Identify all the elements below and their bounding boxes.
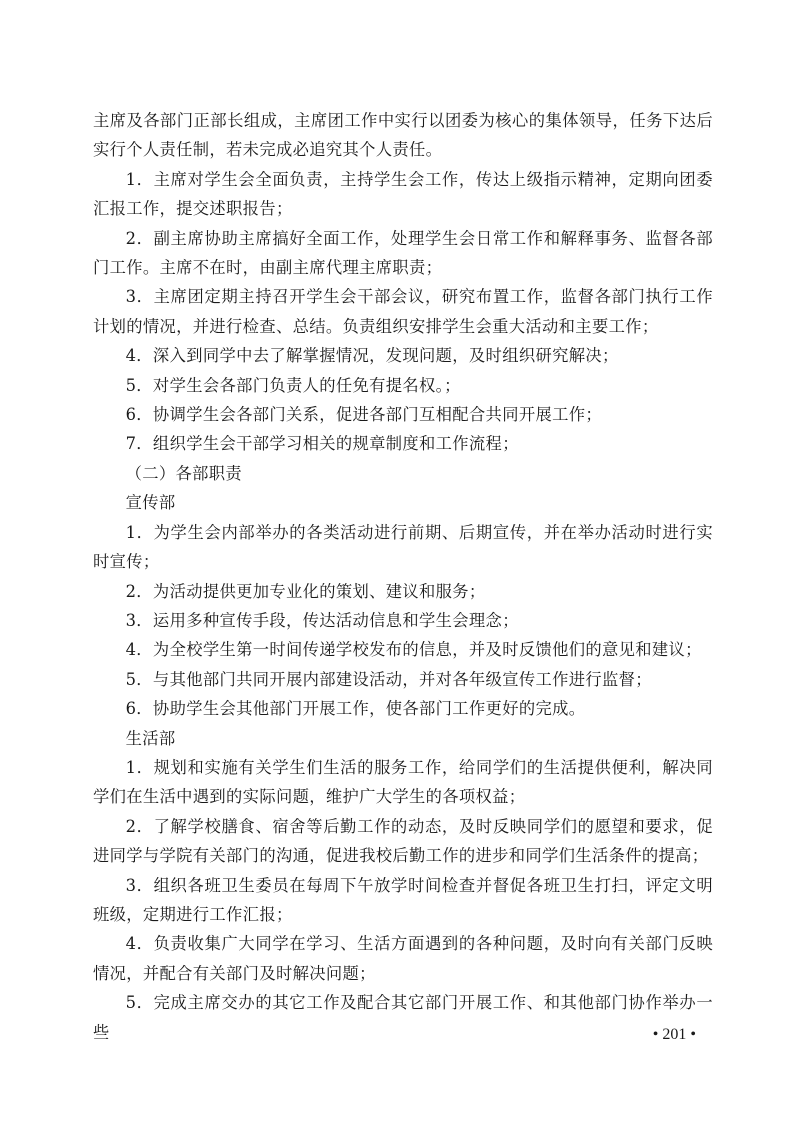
page-number: • 201 • — [652, 1026, 696, 1043]
paragraph: 6．协助学生会其他部门开展工作，使各部门工作更好的完成。 — [125, 699, 586, 719]
paragraph: 4．深入到同学中去了解掌握情况，发现问题，及时组织研究解决； — [125, 346, 619, 366]
paragraph: 3．主席团定期主持召开学生会干部会议，研究布置工作，监督各部门执行工作计划的情况，并进行检查、总结。负责组织安排学生会重大活动和主要工作； — [93, 287, 713, 336]
paragraph: 3．运用多种宣传手段，传达活动信息和学生会理念； — [125, 610, 519, 630]
paragraph: 7．组织学生会干部学习相关的规章制度和工作流程； — [125, 434, 519, 454]
paragraph: 2．副主席协助主席搞好全面工作，处理学生会日常工作和解释事务、监督各部门工作。主席不在时，由副主席代理主席职责； — [93, 228, 713, 278]
paragraph: 2．了解学校膳食、宿舍等后勤工作的动态，及时反映同学们的愿望和要求，促进同学与学院有关部门的沟通，促进我校后勤工作的进步和同学们生活条件的提高； — [93, 816, 713, 866]
paragraph: 主席及各部门正部长组成，主席团工作中实行以团委为核心的集体领导，任务下达后实行个人责任制，若未完成必追究其个人责任。 — [93, 111, 713, 160]
paragraph: 2．为活动提供更加专业化的策划、建议和服务； — [125, 581, 486, 601]
paragraph: 1．为学生会内部举办的各类活动进行前期、后期宣传，并在举办活动时进行实时宣传； — [93, 522, 713, 572]
paragraph: 5．与其他部门共同开展内部建设活动，并对各年级宣传工作进行监督； — [125, 669, 652, 689]
paragraph: 1．规划和实施有关学生们生活的服务工作，给同学们的生活提供便利，解决同学们在生活中遇到的实际问题，维护广大学生的各项权益； — [93, 757, 713, 807]
paragraph: 5．完成主席交办的其它工作及配合其它部门开展工作、和其他部门协作举办一些 — [93, 993, 713, 1042]
paragraph: 6．协调学生会各部门关系，促进各部门互相配合共同开展工作； — [125, 405, 602, 425]
body-text — [93, 106, 713, 1047]
paragraph: 5．对学生会各部门负责人的任免有提名权。； — [125, 375, 461, 395]
paragraph: 4．负责收集广大同学在学习、生活方面遇到的各种问题，及时向有关部门反映情况，并配合有关部门及时解决问题； — [93, 934, 713, 983]
paragraph: 3．组织各班卫生委员在每周下午放学时间检查并督促各班卫生打扫，评定文明班级，定期进行工作汇报； — [93, 875, 713, 924]
paragraph: 生活部 — [125, 728, 176, 748]
paragraph: 4．为全校学生第一时间传递学校发布的信息，并及时反馈他们的意见和建议； — [125, 640, 702, 660]
paragraph: （二）各部职责 — [125, 463, 243, 483]
paragraph: 宣传部 — [125, 493, 176, 513]
paragraph: 1．主席对学生会全面负责，主持学生会工作，传达上级指示精神，定期向团委汇报工作，提交述职报告； — [93, 169, 713, 219]
